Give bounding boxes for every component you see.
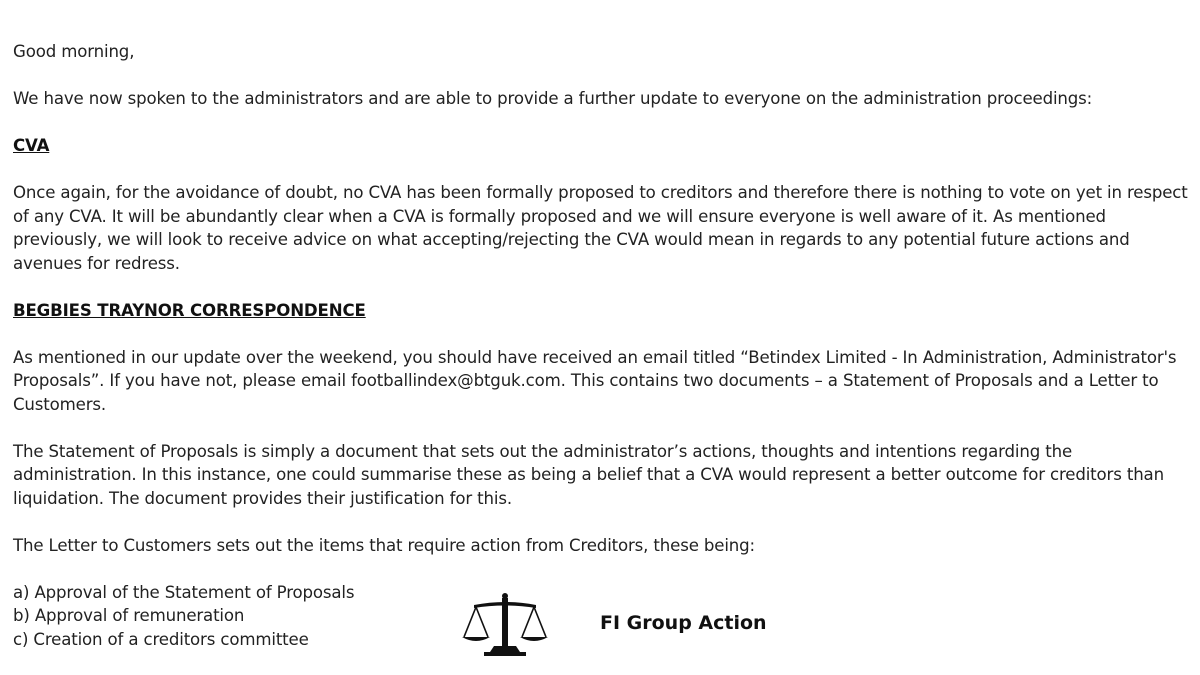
begbies-heading: BEGBIES TRAYNOR CORRESPONDENCE	[13, 300, 366, 320]
list-item: a) Approval of the Statement of Proposals	[13, 582, 355, 602]
list-item: b) Approval of remuneration	[13, 606, 245, 625]
brand-name: FI Group Action	[600, 612, 767, 634]
cva-heading: CVA	[13, 136, 50, 155]
greeting: Good morning,	[13, 42, 135, 61]
begbies-paragraph-2: The Statement of Proposals is simply a document that sets out the administrator’s actions, thoughts and intentions regarding the administration. In this instance, one could summarise these as being a belief that a CVA would represent a better outcome for creditors than liquidation. The document provides their justification for this.	[13, 441, 1164, 508]
begbies-paragraph-3: The Letter to Customers sets out the items that require action from Creditors, these being:	[13, 535, 755, 555]
intro-paragraph: We have now spoken to the administrators and are able to provide a further update to everyone on the administration proceedings:	[13, 89, 1093, 108]
begbies-paragraph-1: As mentioned in our update over the weekend, you should have received an email titled “Betindex Limited - In Administration, Administrator's Proposals”. If you have not, please email footballindex@btguk.com. This contains two documents – a Statement of Proposals and a Letter to Customers.	[13, 347, 1177, 414]
cva-paragraph: Once again, for the avoidance of doubt, no CVA has been formally proposed to creditors and therefore there is nothing to vote on yet in respect of any CVA. It will be abundantly clear when a CVA is formally proposed and we will ensure everyone is well aware of it. As mentioned previously, we will look to receive advice on what accepting/rejecting the CVA would mean in regards to any potential future actions and avenues for redress.	[13, 183, 1188, 273]
list-item: c) Creation of a creditors committee	[13, 629, 309, 649]
update-body	[13, 40, 1195, 651]
scales-of-justice-icon	[460, 591, 550, 659]
